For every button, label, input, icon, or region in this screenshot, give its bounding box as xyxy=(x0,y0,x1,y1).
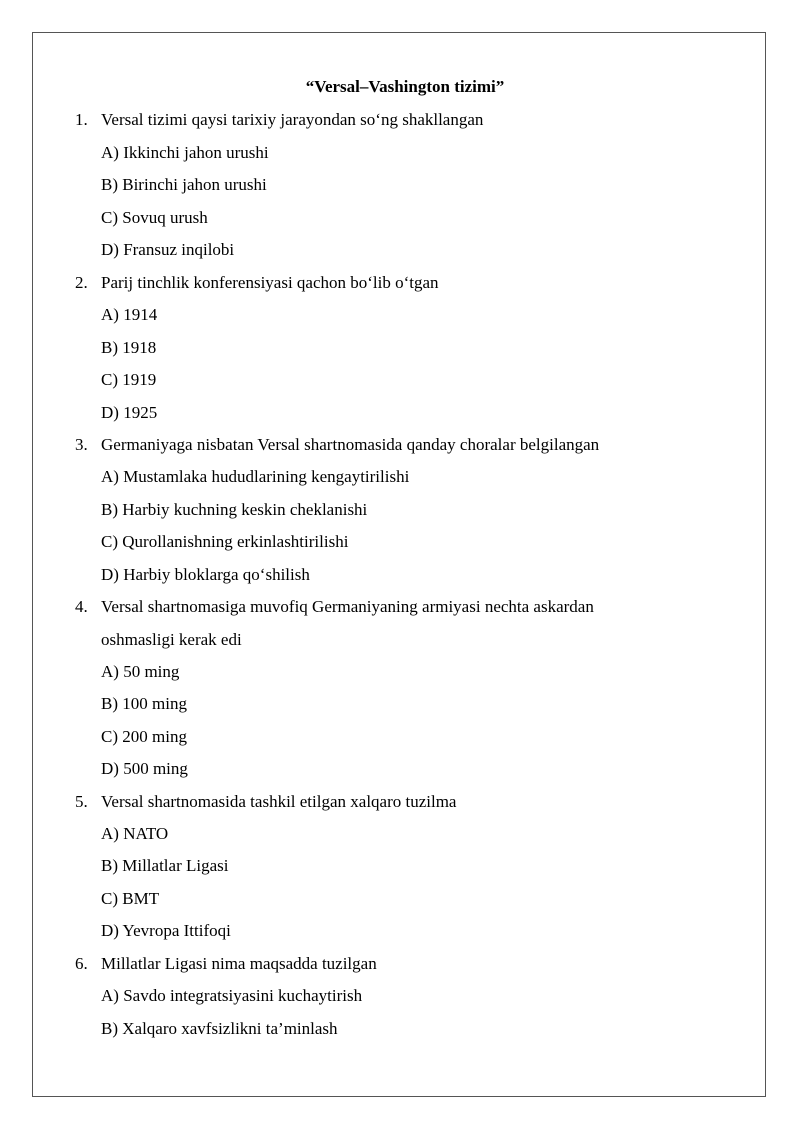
answer-option: B) Harbiy kuchning keskin cheklanishi xyxy=(101,500,368,519)
answer-option: B) Xalqaro xavfsizlikni ta’minlash xyxy=(101,1019,338,1038)
answer-option: A) 50 ming xyxy=(101,662,180,681)
question-text: Versal tizimi qaysi tarixiy jarayondan so‘ng shakllangan xyxy=(101,110,484,129)
answer-option: C) Qurollanishning erkinlashtirilishi xyxy=(101,532,349,551)
answer-option: B) 1918 xyxy=(101,338,157,357)
answer-option: D) 1925 xyxy=(101,403,158,422)
document-title: “Versal–Vashington tizimi” xyxy=(305,77,505,96)
answer-option: D) Yevropa Ittifoqi xyxy=(101,921,231,940)
answer-option: C) Sovuq urush xyxy=(101,208,208,227)
question-text: Parij tinchlik konferensiyasi qachon bo‘lib o‘tgan xyxy=(101,273,439,292)
question-text-continued: oshmasligi kerak edi xyxy=(101,630,242,649)
answer-option: B) Millatlar Ligasi xyxy=(101,856,229,875)
answer-option: D) Fransuz inqilobi xyxy=(101,240,235,259)
answer-option: B) Birinchi jahon urushi xyxy=(101,175,267,194)
question-text: Versal shartnomasiga muvofiq Germaniyaning armiyasi nechta askardan xyxy=(101,597,594,616)
question-number: 4. xyxy=(75,597,88,616)
answer-option: C) BMT xyxy=(101,889,160,908)
question-number: 1. xyxy=(75,110,88,129)
question-number: 6. xyxy=(75,954,88,973)
answer-option: C) 1919 xyxy=(101,370,157,389)
answer-option: A) Ikkinchi jahon urushi xyxy=(101,143,269,162)
answer-option: A) Mustamlaka hududlarining kengaytirilishi xyxy=(101,467,410,486)
answer-option: D) 500 ming xyxy=(101,759,188,778)
question-number: 3. xyxy=(75,435,88,454)
answer-option: A) NATO xyxy=(101,824,169,843)
question-number: 5. xyxy=(75,792,88,811)
question-text: Germaniyaga nisbatan Versal shartnomasida qanday choralar belgilangan xyxy=(101,435,600,454)
answer-option: D) Harbiy bloklarga qo‘shilish xyxy=(101,565,310,584)
answer-option: B) 100 ming xyxy=(101,694,187,713)
question-text: Millatlar Ligasi nima maqsadda tuzilgan xyxy=(101,954,377,973)
answer-option: A) 1914 xyxy=(101,305,158,324)
question-text: Versal shartnomasida tashkil etilgan xalqaro tuzilma xyxy=(101,792,457,811)
answer-option: A) Savdo integratsiyasini kuchaytirish xyxy=(101,986,363,1005)
question-number: 2. xyxy=(75,273,88,292)
answer-option: C) 200 ming xyxy=(101,727,187,746)
